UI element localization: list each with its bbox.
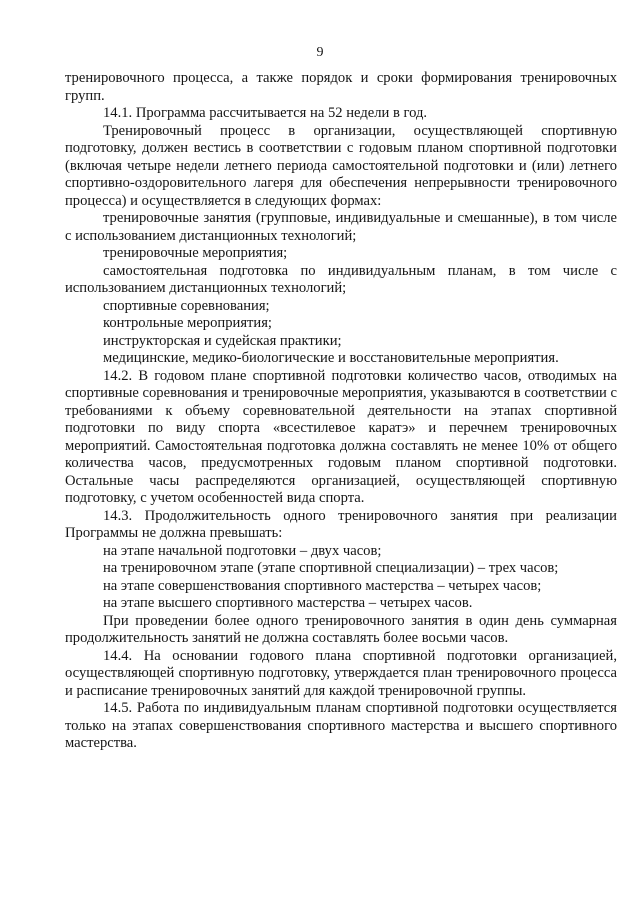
paragraph: спортивные соревнования;: [103, 297, 270, 314]
paragraph: тренировочного процесса, а также порядок и сроки формирования тренировочных групп.: [65, 70, 617, 104]
paragraph: медицинские, медико-биологические и восстановительные мероприятия.: [103, 350, 559, 366]
paragraph: 14.3. Продолжительность одного тренировочного занятия при реализации Программы не должна превышать:: [65, 507, 617, 541]
page-number: 9: [316, 45, 324, 60]
paragraph: Тренировочный процесс в организации, осуществляющей спортивную подготовку, должен вестись в соответствии с годовым планом спортивной подготовки (включая четыре недели летнего периода самостоятельной подготовки и (или) летнего спортивно-оздоровительного лагеря для обеспечения непрерывности тренировочного процесса) и осуществляется в следующих формах:: [65, 122, 617, 209]
paragraph: самостоятельная подготовка по индивидуальным планам, в том числе с использованием дистанционных технологий;: [65, 262, 617, 296]
paragraph: 14.1. Программа рассчитывается на 52 недели в год.: [103, 105, 428, 121]
paragraph: контрольные мероприятия;: [103, 315, 272, 331]
paragraph: тренировочные занятия (групповые, индивидуальные и смешанные), в том числе с использованием дистанционных технологий;: [65, 210, 617, 244]
paragraph: При проведении более одного тренировочного занятия в один день суммарная продолжительность занятий не должна составлять более восьми часов.: [65, 612, 617, 646]
paragraph: на тренировочном этапе (этапе спортивной специализации) – трех часов;: [103, 560, 559, 576]
paragraph: на этапе высшего спортивного мастерства – четырех часов.: [103, 595, 473, 611]
paragraph: инструкторская и судейская практики;: [103, 332, 342, 349]
document-body: [65, 70, 617, 753]
paragraph: 14.2. В годовом плане спортивной подготовки количество часов, отводимых на спортивные соревнования и тренировочные мероприятия, указываются в соответствии с требованиями к объему соревновательной деятельности на этапах спортивной подготовки по виду спорта «всестилевое каратэ» и перечнем тренировочных мероприятий. Самостоятельная подготовка должна составлять не менее 10% от общего количества часов, предусмотренных годовым планом спортивной подготовки. Остальные часы распределяются организацией, осуществляющей спортивную подготовку, с учетом особенностей вида спорта.: [65, 367, 617, 506]
paragraph: на этапе начальной подготовки – двух часов;: [103, 542, 382, 559]
paragraph: 14.5. Работа по индивидуальным планам спортивной подготовки осуществляется только на этапах совершенствования спортивного мастерства и высшего спортивного мастерства.: [65, 700, 617, 751]
paragraph: на этапе совершенствования спортивного мастерства – четырех часов;: [103, 577, 542, 594]
paragraph: тренировочные мероприятия;: [103, 245, 288, 261]
paragraph: 14.4. На основании годового плана спортивной подготовки организацией, осуществляющей спортивную подготовку, утверждается план тренировочного процесса и расписание тренировочных занятий для каждой тренировочной группы.: [65, 647, 617, 699]
